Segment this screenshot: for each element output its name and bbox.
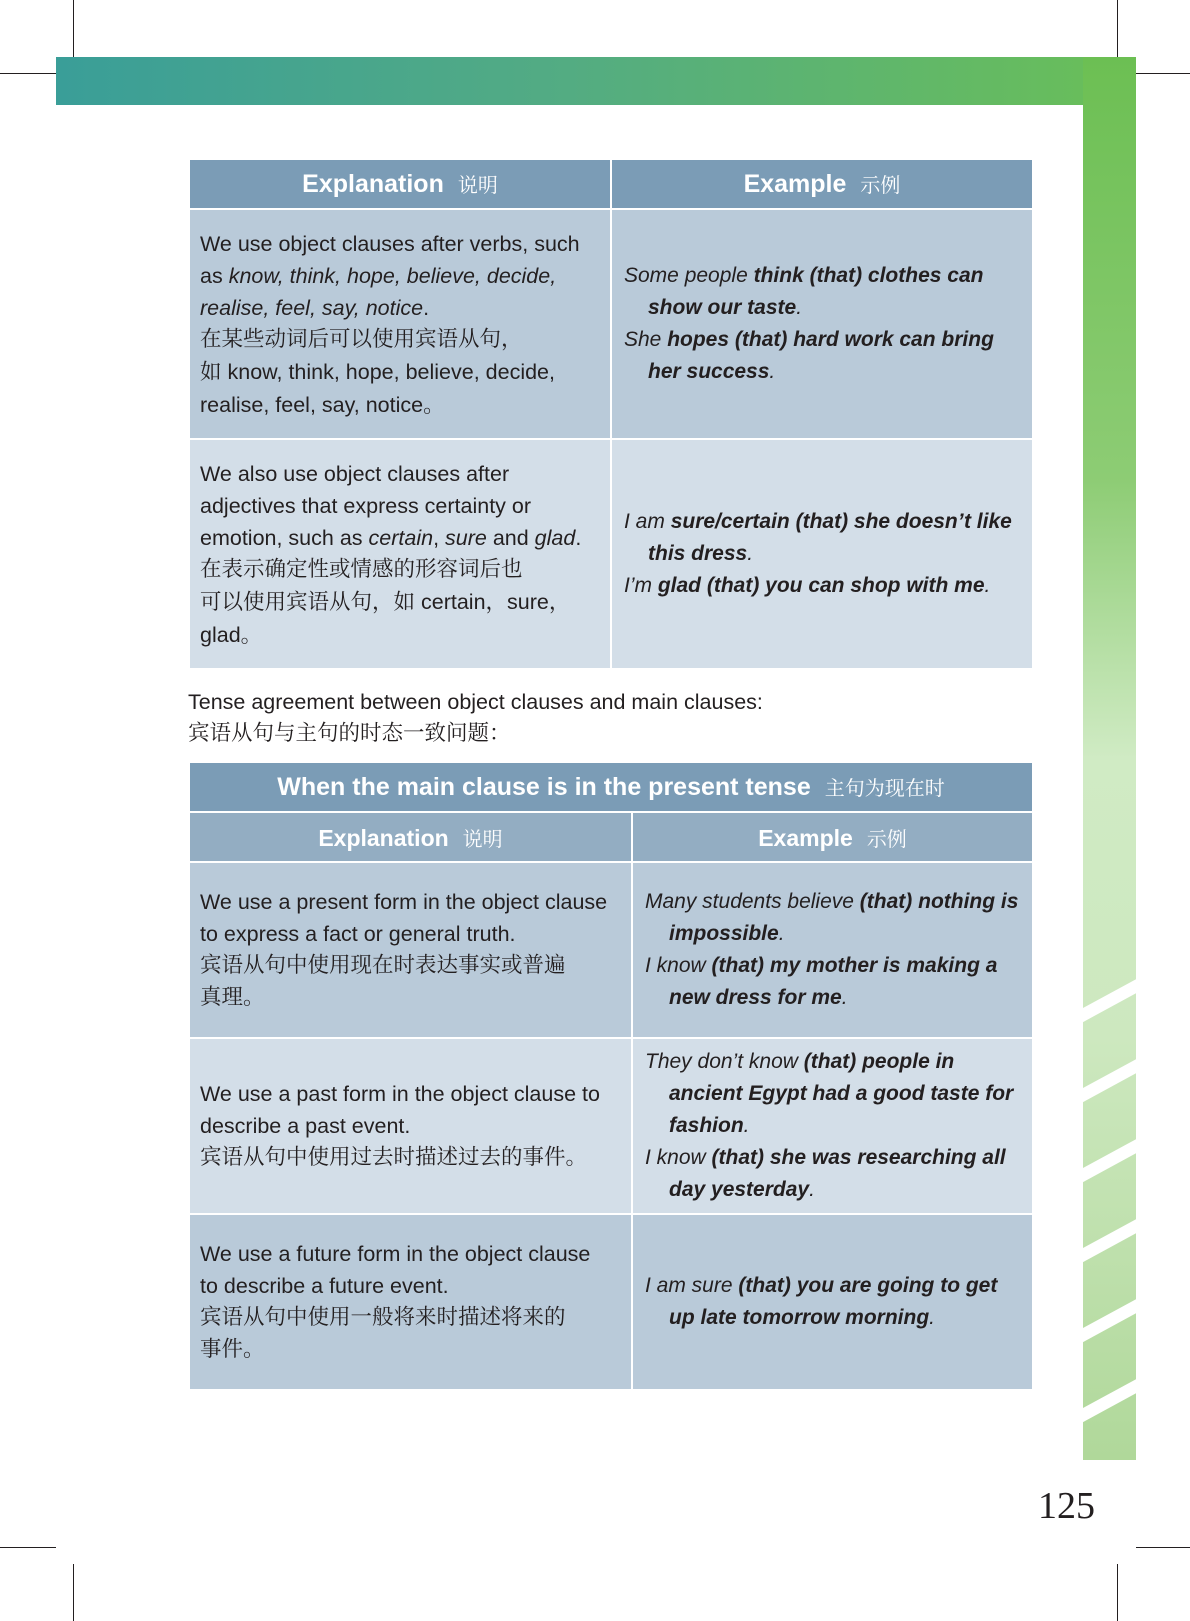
explanation-cn-line: realise, feel, say, notice。 [200,392,445,417]
explanation-cn-line: 真理。 [200,985,265,1010]
text-run: certain [368,525,434,550]
explanation-line: describe a past event. [200,1114,411,1138]
explanation-cn-line: 在表示确定性或情感的形容词后也 [200,556,523,582]
example-header [632,812,1033,862]
explanation-cn-line: 宾语从句中使用一般将来时描述将来的 [200,1305,566,1330]
explanation-header-cn: 说明 [457,173,498,197]
explanation-cell [189,1038,632,1214]
example-cell [632,1038,1033,1214]
text-run: (that) my mother is making a new dress for me [669,954,998,1009]
example-header-cn: 示例 [866,826,907,851]
text-run: Many students believe [645,890,860,913]
explanation-cell [189,439,611,669]
text-run: . [841,986,848,1009]
explanation-line: We use a future form in the object clause [200,1242,591,1266]
text-run: . [743,1114,750,1137]
explanation-text [200,228,600,324]
text-run: sure/certain (that) she doesn’t like this dress [648,510,1012,565]
explanation-cn-line [200,586,600,619]
text-run: 可以使用宾语从句，如 [200,589,416,615]
crop-mark [1136,1547,1190,1548]
crop-mark [73,0,74,57]
text-run: I know [645,1146,712,1169]
text-run: . [769,360,776,383]
text-run: think (that) clothes can show our taste [648,264,984,319]
example-sentence [624,324,1022,388]
explanation-line: to express a fact or general truth. [200,922,516,946]
text-run: glad [534,525,576,550]
example-cell [611,439,1033,669]
text-run: know, think, hope, believe, decide, [228,263,557,288]
explanation-cell [189,209,611,439]
text-run: as [200,263,229,288]
explanation-cell [189,862,632,1038]
example-sentence [645,886,1022,950]
example-cell [632,862,1033,1038]
explanation-cn-line: glad。 [200,622,263,647]
text-run: . [778,922,785,945]
text-run: , [433,525,446,550]
explanation-header-label: Explanation [302,170,444,198]
tense-agreement-intro [188,686,763,750]
explanation-cn-line: 事件。 [200,1337,265,1362]
present-tense-table [188,761,1034,1391]
text-run: and [486,525,535,550]
intro-line-en: Tense agreement between object clauses and main clauses: [188,690,763,714]
table-title-cn: 主句为现在时 [824,776,945,800]
text-run: glad (that) you can shop with me [657,574,985,597]
explanation-cn-line: 宾语从句中使用过去时描述过去的事件。 [200,1145,588,1170]
example-header-label: Example [758,824,853,851]
text-run: . [747,542,754,565]
top-color-band [56,57,1136,105]
text-run: We use object clauses after verbs, such [200,231,580,256]
example-cell [611,209,1033,439]
text-run: . [796,296,803,319]
text-run: I know [645,954,712,977]
text-run: (that) people in ancient Egypt had a good taste for fashion [669,1050,1014,1137]
object-clause-table [188,158,1034,670]
explanation-header-cn: 说明 [462,826,503,851]
explanation-cn-line: 宾语从句中使用现在时表达事实或普遍 [200,953,566,978]
text-run: sure [445,525,487,550]
explanation-header [189,812,632,862]
text-run: . [809,1178,815,1201]
example-sentence [645,1142,1022,1206]
text-run: She [624,328,668,351]
text-run: emotion, such as [200,525,369,550]
page-number: 125 [1038,1485,1095,1527]
intro-line-cn: 宾语从句与主句的时态一致问题： [188,721,511,746]
explanation-line: to describe a future event. [200,1274,449,1298]
example-sentence [645,1270,1022,1334]
example-header-cn: 示例 [860,173,901,197]
example-header-label: Example [743,170,847,198]
text-run: 如 [200,359,222,385]
crop-mark [73,1564,74,1621]
text-run: We also use object clauses after [200,461,510,486]
text-run: realise, feel, say, notice [200,295,424,320]
explanation-header-label: Explanation [318,824,449,851]
explanation-cn-line: 在某些动词后可以使用宾语从句， [200,326,523,352]
text-run: know, think, hope, believe, decide, [221,359,555,384]
text-run: . [575,525,582,550]
explanation-cell [189,1214,632,1390]
explanation-line: We use a present form in the object clause [200,890,608,914]
crop-mark [0,1547,56,1548]
text-run: (that) you are going to get up late tomorrow morning [669,1274,998,1329]
crop-mark [1136,73,1190,74]
text-run: I am [624,510,671,533]
explanation-header [189,159,611,209]
text-run: adjectives that express certainty or [200,493,532,518]
crop-mark [1117,0,1118,57]
text-run: . [929,1306,936,1329]
text-run: . [423,295,430,320]
table-title-label: When the main clause is in the present tense [277,773,811,801]
crop-mark [0,73,56,74]
example-cell [632,1214,1033,1390]
example-sentence [624,260,1022,324]
explanation-text [200,458,600,554]
explanation-cn-line [200,356,600,389]
crop-mark [1117,1564,1118,1621]
text-run: They don’t know [645,1050,804,1073]
text-run: hopes (that) hard work can bring her success [648,328,994,383]
table-title [189,762,1033,812]
text-run: . [984,574,991,597]
example-sentence [624,570,1022,602]
text-run: (that) nothing is impossible [669,890,1019,945]
text-run: (that) she was researching all day yesterday [669,1146,1006,1201]
text-run: I’m [624,574,658,597]
example-sentence [645,950,1022,1014]
example-sentence [624,506,1022,570]
text-run: Some people [624,264,754,287]
text-run: certain，sure， [415,589,571,614]
example-header [611,159,1033,209]
example-sentence [645,1046,1022,1142]
text-run: I am sure [645,1274,739,1297]
explanation-line: We use a past form in the object clause to [200,1082,600,1106]
